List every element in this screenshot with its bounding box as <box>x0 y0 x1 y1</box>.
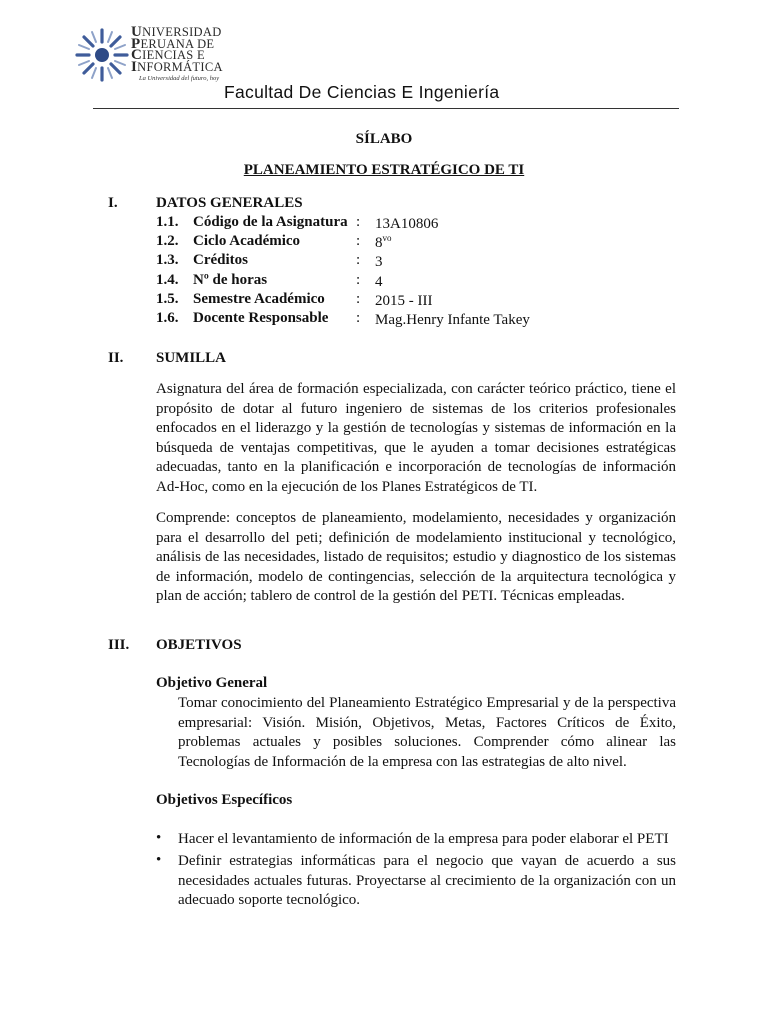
datos-row-value: 4 <box>375 274 383 290</box>
sumilla-paragraph: Comprende: conceptos de planeamiento, modelamiento, necesidades y organización para el desarrollo del peti; definición de modelamiento institucional y tecnológico, análisis de las necesidades, listado de requisitos; estudio y diagnostico de los sistemas de información, modelo de contingencias, selección de la arquitectura tecnológica y plan de acción; tablero de control de la gestión del PETI. Técnicas empleadas. <box>156 510 676 604</box>
objetivos-especificos-heading: Objetivos Específicos <box>156 792 293 808</box>
datos-row-number: 1.5. <box>156 291 179 307</box>
datos-row-number: 1.4. <box>156 272 179 288</box>
sumilla-paragraph: Asignatura del área de formación especializada, con carácter teórico práctico, tiene el propósito de dotar al futuro ingeniero de sistemas de los criterios profesionales enfocados en el liderazgo y la gestión de tecnologías y sistemas de información en la búsqueda de ventajas competitivas, que le ayuden a tomar decisiones estratégicas adecuadas, tanto en la planificación e incorporación de tecnologías de información Ad-Hoc, como en la ejecución de los Planes Estratégicos de TI. <box>156 381 676 495</box>
university-name <box>131 24 223 82</box>
course-title: PLANEAMIENTO ESTRATÉGICO DE TI <box>243 162 525 178</box>
university-logo-icon <box>74 27 130 83</box>
datos-row-label: Código de la Asignatura <box>193 214 348 230</box>
datos-row-value: Mag.Henry Infante Takey <box>375 312 530 328</box>
datos-row-label: Créditos <box>193 252 248 268</box>
datos-row-value: 3 <box>375 254 383 270</box>
datos-row-value: $8^{vo}$ <box>375 233 392 251</box>
university-name-line: UNIVERSIDAD <box>131 24 222 40</box>
datos-row <box>156 252 676 271</box>
section-title: OBJETIVOS <box>156 637 242 653</box>
list-item: Hacer el levantamiento de información de la empresa para poder elaborar el PETI <box>178 831 669 847</box>
datos-row-label: Nº de horas <box>193 272 268 288</box>
list-item: Definir estrategias informáticas para el negocio que vayan de acuerdo a sus necesidades actuales futuras. Proyectarse al crecimiento de la organización con un adecuado soporte tecnológico. <box>178 853 676 908</box>
bullet-icon: • <box>156 830 162 846</box>
datos-row-value: 2015 - III <box>375 293 433 309</box>
document-title: SÍLABO <box>355 131 413 147</box>
faculty-title: Facultad De Ciencias E Ingeniería <box>224 82 500 102</box>
objetivo-general-heading: Objetivo General <box>156 675 268 691</box>
section-number: I. <box>108 195 118 211</box>
datos-row <box>156 214 676 233</box>
datos-row-colon: : <box>356 310 361 326</box>
datos-row <box>156 291 676 310</box>
datos-row <box>156 272 676 291</box>
datos-row-label: Docente Responsable <box>193 310 329 326</box>
datos-row-number: 1.3. <box>156 252 179 268</box>
university-name-line: INFORMÁTICA <box>131 58 223 75</box>
university-name-line: PERUANA DE <box>131 35 215 52</box>
datos-row-colon: : <box>356 291 361 307</box>
objetivo-general-text: Tomar conocimiento del Planeamiento Estratégico Empresarial y de la perspectiva empresarial: Visión. Misión, Objetivos, Metas, Factores Críticos de Éxito, problemas actuales y posibles soluciones. Comprender cómo alinear las Tecnologías de Información de la empresa con las estrategias de alto nivel. <box>178 695 676 770</box>
datos-row-number: 1.6. <box>156 310 179 326</box>
datos-row <box>156 233 676 252</box>
section-number: II. <box>108 350 124 366</box>
header-divider <box>93 108 679 109</box>
section-number: III. <box>108 637 130 653</box>
university-name-line: CIENCIAS E <box>131 47 205 63</box>
bullet-icon: • <box>156 852 162 868</box>
datos-row-label: Ciclo Académico <box>193 233 301 249</box>
datos-row-value: 13A10806 <box>375 216 439 232</box>
datos-row <box>156 310 676 329</box>
datos-row-label: Semestre Académico <box>193 291 325 307</box>
datos-row-colon: : <box>356 214 361 230</box>
university-motto: La Universidad del futuro, hoy <box>139 75 220 82</box>
datos-row-colon: : <box>356 252 361 268</box>
datos-row-number: 1.1. <box>156 214 179 230</box>
datos-row-colon: : <box>356 233 361 249</box>
section-title: SUMILLA <box>156 350 227 366</box>
datos-row-number: 1.2. <box>156 233 179 249</box>
datos-row-colon: : <box>356 272 361 288</box>
section-title: DATOS GENERALES <box>156 195 303 211</box>
